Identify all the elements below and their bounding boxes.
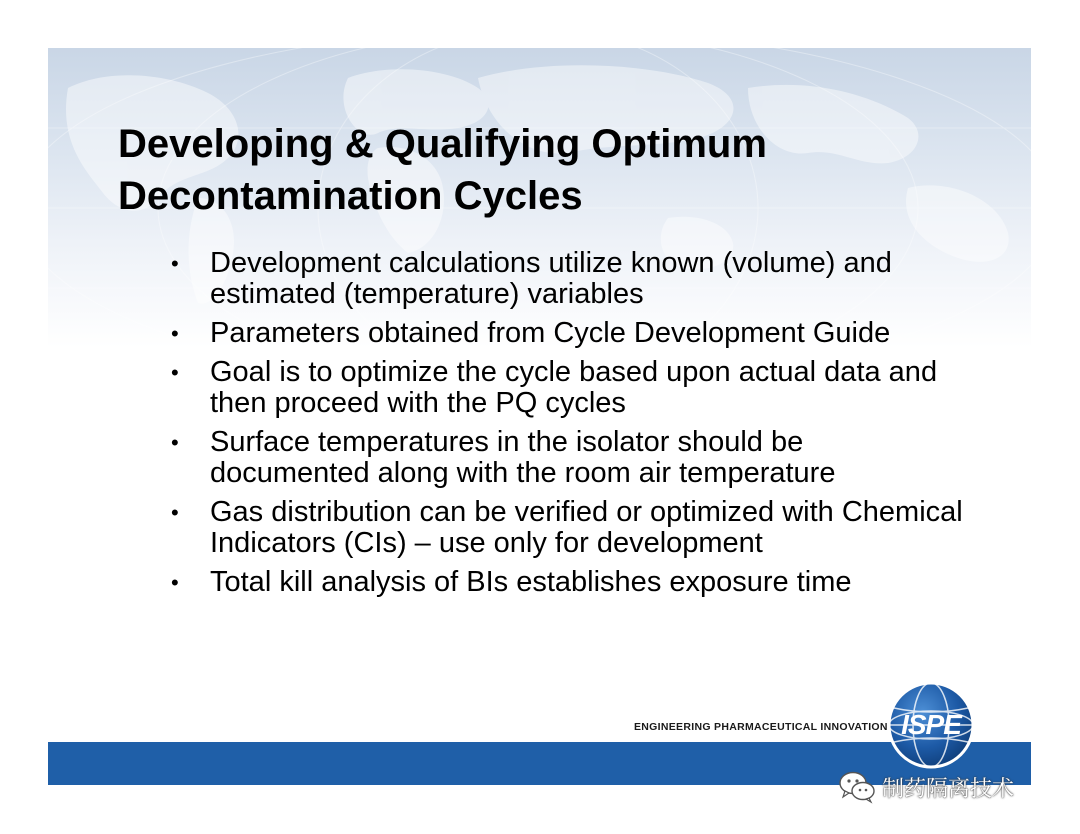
wechat-watermark (838, 768, 1014, 806)
slide-title (118, 118, 978, 222)
bullet-marker: • (171, 500, 179, 525)
bullet-text: Surface temperatures in the isolator should be documented along with the room air temperature (210, 426, 836, 489)
bullet-item (168, 357, 968, 419)
slide-title-line-2: Decontamination Cycles (118, 174, 583, 218)
bullet-list (168, 248, 968, 606)
slide-title-line-1: Developing & Qualifying Optimum (118, 122, 767, 166)
bullet-item (168, 567, 968, 598)
bullet-text: Parameters obtained from Cycle Development Guide (210, 317, 891, 349)
bullet-marker: • (171, 360, 179, 385)
footer-tagline: ENGINEERING PHARMACEUTICAL INNOVATION (634, 721, 888, 733)
presentation-slide (48, 48, 1031, 785)
bullet-item (168, 248, 968, 310)
bullet-item (168, 318, 968, 349)
ispe-logo (886, 680, 976, 770)
watermark-text: 制药隔离技术 (882, 776, 1015, 802)
bullet-marker: • (171, 430, 179, 455)
bullet-text: Development calculations utilize known (volume) and estimated (temperature) variables (210, 247, 892, 310)
bullet-marker: • (171, 570, 179, 595)
logo-text: ISPE (901, 709, 961, 740)
bullet-marker: • (171, 321, 179, 346)
bullet-marker: • (171, 251, 179, 276)
bullet-item (168, 427, 968, 489)
bullet-text: Total kill analysis of BIs establishes exposure time (210, 566, 852, 598)
bullet-text: Goal is to optimize the cycle based upon actual data and then proceed with the PQ cycles (210, 356, 938, 419)
bullet-text: Gas distribution can be verified or optimized with Chemical Indicators (CIs) – use only for development (210, 496, 963, 559)
bullet-item (168, 497, 968, 559)
wechat-icon (838, 770, 876, 804)
